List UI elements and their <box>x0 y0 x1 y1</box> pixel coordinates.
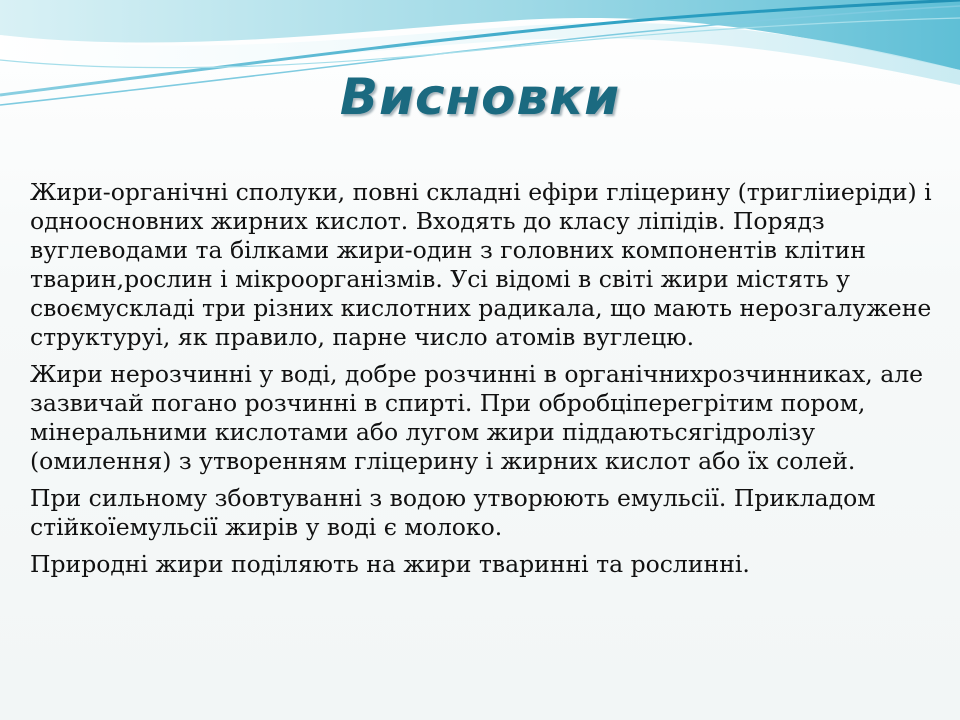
paragraph-fats-origin: Природні жири поділяють на жири тваринні та рослинні. <box>30 550 750 578</box>
paragraph-fats-solubility: Жири нерозчинні у воді, добре розчинні в органічнихрозчинниках, але зазвичай погано розчинні в спирті. При обробціперегрітим пором, мінеральними кислотами або лугом жири піддаютьсягідролізу (омилення) з утворенням гліцерину і жирних кислот або їх солей. <box>30 360 924 475</box>
paragraph-fats-definition: Жири-органічні сполуки, повні складні ефіри гліцерину (тригліиеріди) і одноосновних жирних кислот. Входять до класу ліпідів. Порядз вуглеводами та білками жири-один з головних компонентів клітин тварин,рослин і мікроорганізмів. Усі відомі в світі жири містять у своємускладі три різних кислотних радикала, що мають нерозгалужене структуруі, як правило, парне число атомів вуглецю. <box>30 178 932 351</box>
slide-title: Висновки <box>339 68 621 126</box>
slide-body <box>30 178 935 587</box>
paragraph-fats-emulsion: При сильному збовтуванні з водою утворюють емульсії. Прикладом стійкоїемульсії жирів у воді є молоко. <box>30 484 876 541</box>
